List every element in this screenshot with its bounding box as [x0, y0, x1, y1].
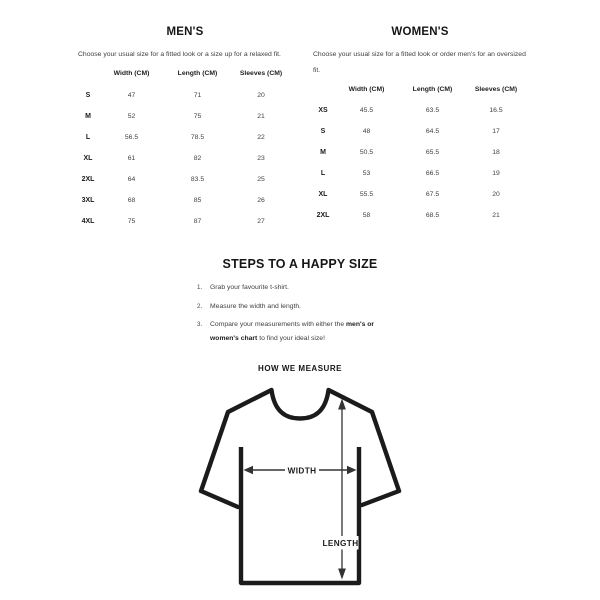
size-value: 63.5: [425, 107, 440, 114]
width-arrowhead-left: [244, 466, 254, 474]
size-value: 61: [127, 154, 136, 162]
size-value: 68: [127, 196, 136, 204]
size-label: XS: [318, 107, 328, 114]
size-row-m: [78, 106, 292, 127]
mens-intro: Choose your usual size for a fitted look or a size up for a relaxed fit.: [78, 51, 281, 58]
size-row-s: [78, 85, 292, 106]
size-label: 2XL: [316, 212, 330, 219]
column-header: Sleeves (CM): [239, 70, 283, 77]
size-row-2xl: [313, 205, 527, 226]
column-header: Length (CM): [412, 85, 453, 93]
size-row-4xl: [78, 211, 292, 232]
size-row-m: [313, 142, 527, 163]
womens-intro: Choose your usual size for a fitted look or order men's for an oversized fit.: [313, 51, 526, 74]
size-value: 64: [127, 175, 136, 183]
step-item: [197, 281, 397, 295]
column-header: Sleeves (CM): [474, 85, 518, 93]
size-value: 26: [257, 196, 265, 204]
size-value: 65.5: [425, 149, 440, 156]
size-value: 20: [492, 191, 500, 198]
size-value: 66.5: [425, 170, 440, 177]
size-row-3xl: [78, 190, 292, 211]
size-value: 20: [257, 91, 265, 99]
size-value: 83.5: [190, 175, 205, 183]
width-label: WIDTH: [287, 466, 317, 476]
size-value: 45.5: [359, 107, 374, 114]
size-label: S: [85, 91, 91, 99]
size-value: 78.5: [190, 133, 205, 141]
column-header: Width (CM): [348, 85, 385, 93]
size-value: 64.5: [425, 128, 440, 135]
size-value: 56.5: [124, 133, 139, 141]
size-row-xs: [313, 100, 527, 121]
size-label: M: [85, 112, 91, 120]
size-value: 17: [492, 128, 500, 135]
length-label: LENGTH: [322, 539, 359, 548]
size-value: 47: [127, 91, 136, 99]
column-header: Width (CM): [113, 70, 150, 77]
tshirt-outline: [201, 390, 399, 507]
size-value: 67.5: [425, 191, 440, 198]
size-value: 58: [362, 212, 371, 219]
size-value: 22: [257, 133, 265, 141]
size-value: 82: [193, 154, 202, 162]
mens-size-table: [78, 63, 292, 232]
size-label: S: [320, 128, 326, 135]
size-label: L: [85, 133, 91, 141]
mens-section: [78, 26, 296, 232]
size-row-2xl: [78, 169, 292, 190]
size-row-l: [78, 127, 292, 148]
size-label: XL: [318, 191, 328, 198]
womens-title: WOMEN'S: [391, 26, 449, 38]
step-item: [197, 300, 397, 314]
mens-title: MEN'S: [166, 26, 204, 38]
step-text: Measure the width and length.: [210, 302, 302, 310]
width-arrowhead-right: [347, 466, 357, 474]
size-value: 87: [193, 217, 202, 225]
womens-size-table: [313, 78, 527, 226]
step-number: 1.: [197, 284, 203, 291]
size-value: 55.5: [359, 191, 374, 198]
size-table-header-row: [78, 63, 292, 85]
size-row-xl: [313, 184, 527, 205]
steps-title: STEPS TO A HAPPY SIZE: [222, 257, 378, 271]
size-table-header-row: [313, 78, 527, 100]
step-text: Compare your measurements with either the men's or women's chart to find your ideal size!: [210, 321, 375, 342]
steps-list: [197, 281, 397, 350]
size-value: 85: [193, 196, 202, 204]
size-row-xl: [78, 148, 292, 169]
size-value: 75: [193, 112, 202, 120]
size-row-s: [313, 121, 527, 142]
size-value: 27: [257, 217, 265, 225]
size-label: 2XL: [81, 175, 95, 183]
size-value: 19: [492, 170, 500, 177]
length-arrowhead-bottom: [338, 569, 346, 580]
size-label: XL: [83, 154, 93, 162]
size-value: 75: [127, 217, 136, 225]
size-value: 50.5: [359, 149, 374, 156]
step-number: 3.: [197, 321, 203, 328]
size-row-l: [313, 163, 527, 184]
size-value: 71: [193, 91, 202, 99]
size-label: L: [320, 170, 326, 177]
size-value: 21: [257, 112, 265, 120]
tshirt-diagram: [188, 380, 412, 594]
size-value: 25: [257, 175, 265, 183]
measure-title: HOW WE MEASURE: [258, 364, 342, 373]
step-item: [197, 318, 397, 345]
size-value: 68.5: [425, 212, 440, 219]
size-label: 3XL: [81, 196, 95, 204]
step-text: Grab your favourite t-shirt.: [210, 284, 289, 291]
size-value: 48: [362, 128, 371, 135]
size-value: 52: [127, 112, 136, 120]
size-value: 18: [492, 149, 500, 156]
size-value: 23: [257, 154, 265, 162]
size-value: 16.5: [489, 107, 503, 114]
size-label: M: [320, 149, 326, 156]
size-value: 53: [362, 170, 371, 177]
size-label: 4XL: [81, 217, 95, 225]
womens-section: [313, 26, 531, 226]
size-value: 21: [492, 212, 500, 219]
column-header: Length (CM): [177, 70, 218, 77]
step-number: 2.: [197, 302, 203, 310]
